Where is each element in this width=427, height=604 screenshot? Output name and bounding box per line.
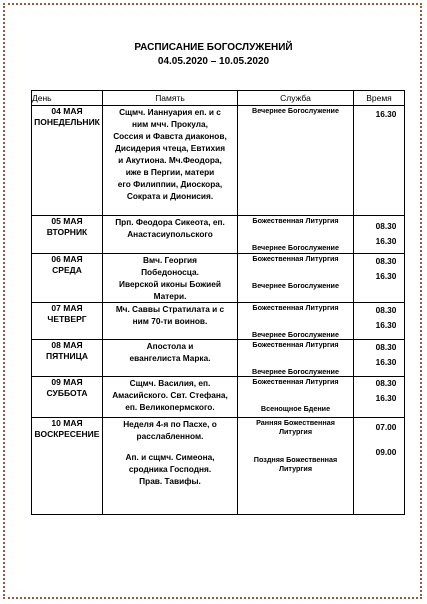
- service-cell: [238, 106, 354, 216]
- time-line: 16.30: [375, 393, 397, 403]
- time-cell: [354, 418, 405, 515]
- memory-line: Мч. Саввы Стратилата и с: [115, 304, 225, 314]
- memory-line: еп. Великопермского.: [125, 402, 215, 412]
- time-line: 08.30: [375, 305, 397, 315]
- memory-line: Победоносца.: [141, 267, 199, 277]
- service-cell: [238, 418, 354, 515]
- time-line: 09.00: [375, 447, 397, 457]
- memory-cell: [103, 340, 238, 377]
- schedule-body: [32, 106, 405, 515]
- memory-line: [103, 442, 237, 451]
- schedule-title: РАСПИСАНИЕ БОГОСЛУЖЕНИЙ: [134, 42, 293, 53]
- service-cell: [238, 254, 354, 303]
- time-cell: [354, 106, 405, 216]
- service-line: Божественная Литургия: [252, 254, 339, 263]
- memory-line: Неделя 4-я по Пасхе, о: [123, 419, 217, 429]
- memory-line: Прп. Феодора Сикеота, еп.: [115, 217, 225, 227]
- time-cell: [354, 303, 405, 340]
- time-line: 07.00: [375, 422, 397, 432]
- memory-line: иже в Пергии, матери: [125, 167, 215, 177]
- memory-line: Анастасиупольского: [127, 229, 213, 239]
- day-cell: [32, 216, 103, 254]
- memory-line: евангелиста Марка.: [129, 353, 211, 363]
- time-line: 16.30: [375, 271, 397, 281]
- day-line: ЧЕТВЕРГ: [47, 314, 87, 324]
- table-row: [32, 418, 405, 515]
- day-line: СУББОТА: [46, 388, 88, 398]
- service-line: Божественная Литургия: [252, 377, 339, 386]
- day-cell: [32, 254, 103, 303]
- memory-line: ним мчч. Прокула,: [132, 119, 208, 129]
- service-cell: [238, 303, 354, 340]
- memory-line: Соссия и Фавста диаконов,: [113, 131, 227, 141]
- service-cell: [238, 216, 354, 254]
- day-line: 07 МАЯ: [51, 303, 83, 313]
- time-line: 08.30: [375, 378, 397, 388]
- time-cell: [354, 340, 405, 377]
- table-row: [32, 254, 405, 303]
- time-cell: [354, 377, 405, 418]
- day-line: СРЕДА: [52, 265, 82, 275]
- memory-cell: [103, 377, 238, 418]
- memory-line: его Филиппии, Диоскора,: [117, 179, 223, 189]
- memory-cell: [103, 418, 238, 515]
- header-time: Время: [354, 91, 405, 106]
- table-row: [32, 106, 405, 216]
- service-line: Вечернее Богослужение: [252, 243, 339, 252]
- header-memory: Память: [103, 91, 238, 106]
- day-line: 05 МАЯ: [51, 216, 83, 226]
- memory-line: Апостола и: [146, 341, 194, 351]
- day-cell: [32, 303, 103, 340]
- service-cell: [238, 377, 354, 418]
- time-line: 16.30: [375, 109, 397, 119]
- time-cell: [354, 216, 405, 254]
- day-cell: [32, 377, 103, 418]
- service-line: Ранняя Божественная: [256, 418, 335, 427]
- memory-line: Матери.: [153, 291, 187, 301]
- time-line: 16.30: [375, 357, 397, 367]
- schedule-date-range: 04.05.2020 – 10.05.2020: [157, 56, 270, 67]
- memory-cell: [103, 216, 238, 254]
- schedule-table: [31, 90, 405, 515]
- memory-cell: [103, 254, 238, 303]
- service-line: Всенощное Бдение: [260, 404, 331, 413]
- service-line: Вечернее Богослужение: [252, 367, 339, 376]
- memory-line: Сщмч. Василия, еп.: [129, 378, 211, 388]
- memory-line: и Акутиона. Мч.Феодора,: [118, 155, 222, 165]
- time-line: [354, 433, 404, 442]
- day-line: ПОНЕДЕЛЬНИК: [34, 117, 100, 127]
- header-day: День: [32, 91, 103, 106]
- time-line: 16.30: [375, 236, 397, 246]
- time-line: 08.30: [375, 342, 397, 352]
- service-line: Вечернее Богослужение: [252, 330, 339, 339]
- service-line: Вечернее Богослужение: [252, 281, 339, 290]
- day-line: ВОСКРЕСЕНИЕ: [34, 429, 100, 439]
- memory-line: ним 70-ти воинов.: [132, 316, 208, 326]
- memory-line: Сщмч. Ианнуария еп. и с: [119, 107, 221, 117]
- memory-line: Вмч. Георгия: [143, 255, 197, 265]
- day-cell: [32, 106, 103, 216]
- memory-line: Иверской иконы Божией: [118, 279, 221, 289]
- day-line: ПЯТНИЦА: [45, 351, 88, 361]
- service-line: Литургия: [278, 427, 313, 436]
- memory-line: Дисидерия чтеца, Евтихия: [114, 143, 226, 153]
- memory-line: Амасийского. Свт. Стефана,: [112, 390, 228, 400]
- memory-cell: [103, 303, 238, 340]
- day-line: 08 МАЯ: [51, 340, 83, 350]
- memory-line: Прав. Тавифы.: [139, 476, 201, 486]
- service-line: Божественная Литургия: [252, 340, 339, 349]
- service-line: [238, 436, 353, 445]
- time-line: 08.30: [375, 256, 397, 266]
- service-line: Божественная Литургия: [252, 303, 339, 312]
- table-row: [32, 340, 405, 377]
- day-line: 10 МАЯ: [51, 418, 83, 428]
- memory-line: Ап. и сщмч. Симеона,: [125, 452, 215, 462]
- table-row: [32, 216, 405, 254]
- header-service: Служба: [238, 91, 354, 106]
- service-cell: [238, 340, 354, 377]
- day-line: 09 МАЯ: [51, 377, 83, 387]
- memory-cell: [103, 106, 238, 216]
- time-line: 16.30: [375, 320, 397, 330]
- service-line: Поздняя Божественная: [253, 455, 338, 464]
- table-row: [32, 377, 405, 418]
- day-cell: [32, 340, 103, 377]
- day-line: ВТОРНИК: [46, 227, 88, 237]
- memory-line: расслабленном.: [136, 431, 204, 441]
- time-cell: [354, 254, 405, 303]
- service-line: Божественная Литургия: [252, 216, 339, 225]
- memory-line: Сократа и Дионисия.: [126, 191, 214, 201]
- day-line: 06 МАЯ: [51, 254, 83, 264]
- time-line: 08.30: [375, 221, 397, 231]
- day-line: 04 МАЯ: [51, 106, 83, 116]
- day-cell: [32, 418, 103, 515]
- service-line: Вечернее Богослужение: [252, 106, 339, 115]
- table-row: [32, 303, 405, 340]
- memory-line: сродника Господня.: [128, 464, 212, 474]
- header-row: [32, 91, 405, 106]
- service-line: Литургия: [278, 464, 313, 473]
